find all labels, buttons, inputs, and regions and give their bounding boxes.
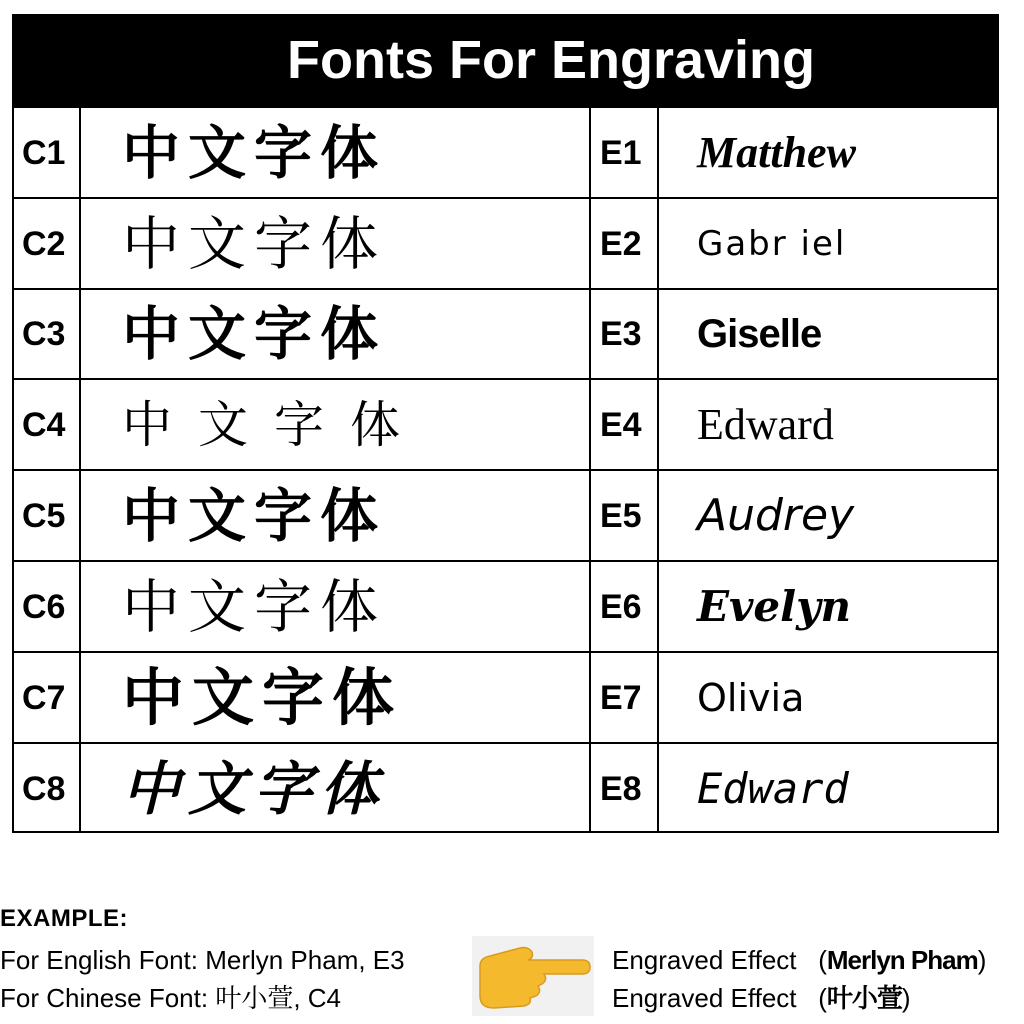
pointing-hand-icon	[472, 936, 594, 1016]
font-row-7	[14, 653, 997, 743]
chinese-font-code: C4	[22, 406, 66, 444]
chinese-font-code: C1	[22, 134, 66, 172]
english-font-sample: Edward	[697, 400, 834, 449]
font-row-6	[14, 562, 997, 652]
english-font-code: E3	[600, 315, 642, 353]
chinese-font-code: C5	[22, 497, 66, 535]
english-engraved-effect	[612, 944, 986, 976]
english-font-sample: Edward	[697, 764, 849, 813]
chinese-font-sample: 中文字体	[122, 755, 387, 823]
font-row-8	[14, 744, 997, 834]
english-font-sample: Giselle	[697, 312, 822, 356]
engraved-effect-label: Engraved Effect	[612, 945, 797, 975]
font-table	[12, 106, 999, 833]
english-font-code: E5	[600, 497, 642, 535]
english-font-code: E4	[600, 406, 642, 444]
english-font-sample: Matthew	[697, 128, 856, 177]
font-row-2	[14, 199, 997, 289]
example-section	[0, 900, 1024, 1024]
font-row-1	[14, 108, 997, 198]
font-row-5	[14, 471, 997, 561]
chinese-font-code: C3	[22, 315, 66, 353]
english-font-sample: Audrey	[697, 490, 855, 541]
paren-open: (	[803, 983, 827, 1013]
english-font-sample: Gabr iel	[697, 224, 847, 264]
engraved-effect-value: 叶小萱	[826, 983, 902, 1013]
paren-open: (	[803, 945, 827, 975]
chinese-font-sample: 中文字体	[122, 661, 403, 734]
font-row-3	[14, 289, 997, 379]
english-example-line: For English Font: Merlyn Pham, E3	[0, 945, 405, 975]
chinese-font-code: C7	[22, 679, 66, 717]
engraved-effect-label: Engraved Effect	[612, 983, 797, 1013]
chinese-example-line: For Chinese Font: 叶小萱, C4	[0, 983, 341, 1013]
english-font-sample: Evelyn	[697, 582, 852, 631]
chinese-font-sample: 中文字体	[122, 119, 387, 187]
paren-close: )	[901, 983, 911, 1013]
english-font-code: E2	[600, 225, 642, 263]
header-bar	[12, 14, 999, 106]
english-font-code: E1	[600, 134, 642, 172]
chinese-font-sample: 中文字体	[122, 300, 387, 368]
english-font-code: E6	[600, 588, 642, 626]
english-font-code: E8	[600, 770, 642, 808]
chinese-font-sample: 中文字体	[122, 482, 387, 550]
paren-close: )	[977, 945, 987, 975]
chinese-font-sample: 中文字体	[122, 210, 387, 278]
chinese-engraved-effect	[612, 982, 911, 1014]
english-font-sample: Olivia	[697, 676, 805, 720]
chinese-font-code: C2	[22, 225, 66, 263]
font-row-4	[14, 380, 997, 470]
english-font-code: E7	[600, 679, 642, 717]
page-title: Fonts For Engraving	[287, 30, 816, 90]
engraved-effect-value: Merlyn Pham	[826, 945, 978, 975]
chinese-font-code: C6	[22, 588, 66, 626]
example-title: EXAMPLE:	[0, 905, 129, 932]
pointing-hand-icon	[472, 936, 594, 1016]
chinese-font-sample: 中文字体	[122, 396, 426, 454]
chinese-font-code: C8	[22, 770, 66, 808]
chinese-font-sample: 中文字体	[122, 573, 387, 641]
